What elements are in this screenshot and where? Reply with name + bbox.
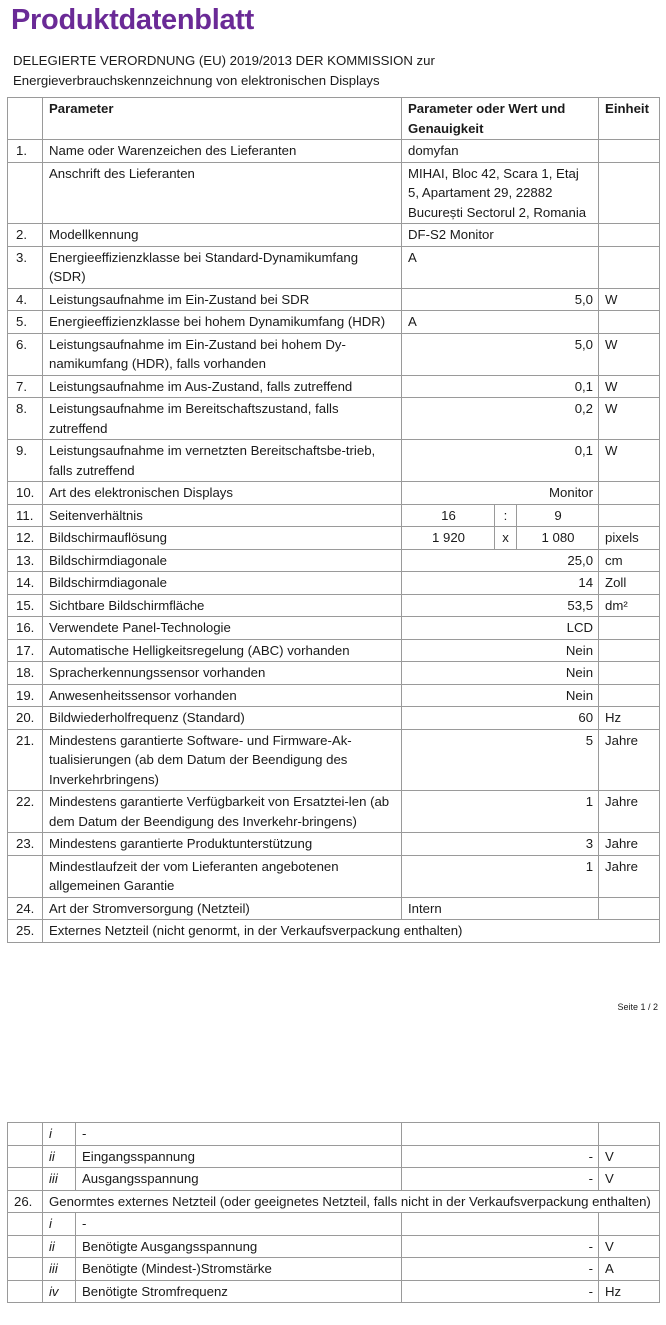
row-number (8, 1235, 43, 1258)
row-parameter: Leistungsaufnahme im vernetzten Bereitschaftsbe-trieb, falls zutreffend (43, 440, 402, 482)
row-unit (599, 1123, 660, 1146)
row-value: 3 (402, 833, 599, 856)
row-number: 18. (8, 662, 43, 685)
row-value: A (402, 311, 599, 334)
table-row (8, 684, 660, 707)
row-value: 5,0 (402, 333, 599, 375)
row-value: 0,1 (402, 440, 599, 482)
row-number: 7. (8, 375, 43, 398)
row-value: 60 (402, 707, 599, 730)
row-number: 21. (8, 729, 43, 791)
sub-row (8, 1258, 660, 1281)
row-roman: iii (43, 1168, 76, 1191)
table-row (8, 246, 660, 288)
row-value: 0,2 (402, 398, 599, 440)
subtitle-line: Energieverbrauchskennzeichnung von elektronischen Displays (13, 73, 380, 88)
row-number: 23. (8, 833, 43, 856)
row-value-separator: x (495, 527, 517, 550)
row-unit: Zoll (599, 572, 660, 595)
row-parameter: - (76, 1213, 402, 1236)
row-number: 2. (8, 224, 43, 247)
row-parameter: Leistungsaufnahme im Aus-Zustand, falls zutreffend (43, 375, 402, 398)
row-unit (599, 140, 660, 163)
row-value: Nein (402, 662, 599, 685)
row-number: 22. (8, 791, 43, 833)
row-unit: dm² (599, 594, 660, 617)
table-row (8, 375, 660, 398)
table-row (8, 833, 660, 856)
table-row (8, 549, 660, 572)
table-row (8, 855, 660, 897)
sub-row (8, 1168, 660, 1191)
row-roman: iv (43, 1280, 76, 1303)
table-row (8, 504, 660, 527)
row-unit (599, 224, 660, 247)
row-parameter: Benötigte (Mindest-)Stromstärke (76, 1258, 402, 1281)
row-unit: W (599, 288, 660, 311)
row-value: 1 (402, 855, 599, 897)
row-unit (599, 1213, 660, 1236)
row-unit (599, 662, 660, 685)
sub-row (8, 1280, 660, 1303)
row-number: 5. (8, 311, 43, 334)
row-unit: Jahre (599, 791, 660, 833)
row-parameter: Ausgangsspannung (76, 1168, 402, 1191)
row-parameter: Mindestlaufzeit der vom Lieferanten angebotenen allgemeinen Garantie (43, 855, 402, 897)
table-row (8, 791, 660, 833)
row-value: A (402, 246, 599, 288)
row-value: 0,1 (402, 375, 599, 398)
row-unit: Hz (599, 1280, 660, 1303)
row-value-b: 9 (517, 504, 599, 527)
sub-row (8, 1213, 660, 1236)
row-number (8, 1213, 43, 1236)
row-parameter: Leistungsaufnahme im Bereitschaftszustand, falls zutreffend (43, 398, 402, 440)
row-number: 6. (8, 333, 43, 375)
table-row (8, 920, 660, 943)
row-parameter: Modellkennung (43, 224, 402, 247)
row-number: 26. (8, 1190, 43, 1213)
row-number: 9. (8, 440, 43, 482)
sub-row (8, 1235, 660, 1258)
row-number (8, 1168, 43, 1191)
row-parameter: Mindestens garantierte Verfügbarkeit von Ersatztei-len (ab dem Datum der Beendigung des Inverkehr-bringens) (43, 791, 402, 833)
table-row (8, 572, 660, 595)
row-unit: Jahre (599, 855, 660, 897)
row-roman: iii (43, 1258, 76, 1281)
row-number: 17. (8, 639, 43, 662)
table-row (8, 639, 660, 662)
row-value: - (402, 1280, 599, 1303)
table-row (8, 140, 660, 163)
table-row (8, 897, 660, 920)
row-parameter: Sichtbare Bildschirmfläche (43, 594, 402, 617)
row-unit (599, 311, 660, 334)
row-unit: cm (599, 549, 660, 572)
row-parameter: Leistungsaufnahme im Ein-Zustand bei hohem Dy-namikumfang (HDR), falls vorhanden (43, 333, 402, 375)
table-row (8, 482, 660, 505)
header-unit: Einheit (599, 98, 660, 140)
row-parameter: Bildschirmdiagonale (43, 549, 402, 572)
header-num (8, 98, 43, 140)
row-unit: W (599, 440, 660, 482)
row-number (8, 1280, 43, 1303)
product-data-table (7, 97, 660, 943)
table-row (8, 288, 660, 311)
row-unit: V (599, 1235, 660, 1258)
row-parameter: Energieeffizienzklasse bei Standard-Dynamikumfang (SDR) (43, 246, 402, 288)
row-value (402, 1123, 599, 1146)
row-value: 1 (402, 791, 599, 833)
row-number: 1. (8, 140, 43, 163)
row-parameter: Benötigte Stromfrequenz (76, 1280, 402, 1303)
row-value: - (402, 1145, 599, 1168)
row-number: 15. (8, 594, 43, 617)
row-number (8, 855, 43, 897)
row-value: Nein (402, 684, 599, 707)
row-value: LCD (402, 617, 599, 640)
row-number (8, 1123, 43, 1146)
row-number: 19. (8, 684, 43, 707)
row-unit: Jahre (599, 833, 660, 856)
row-value: Intern (402, 897, 599, 920)
row-roman: i (43, 1123, 76, 1146)
row-parameter: Art des elektronischen Displays (43, 482, 402, 505)
table-row (8, 617, 660, 640)
page-number: Seite 1 / 2 (617, 1002, 658, 1012)
row-parameter: Anwesenheitssensor vorhanden (43, 684, 402, 707)
row-number (8, 1258, 43, 1281)
sub-row (8, 1123, 660, 1146)
row-unit: V (599, 1145, 660, 1168)
row-unit: Jahre (599, 729, 660, 791)
row-number: 14. (8, 572, 43, 595)
row-parameter: Automatische Helligkeitsregelung (ABC) vorhanden (43, 639, 402, 662)
row-roman: ii (43, 1235, 76, 1258)
subtitle (13, 51, 435, 91)
row-roman: ii (43, 1145, 76, 1168)
row-value: - (402, 1168, 599, 1191)
row-parameter: Benötigte Ausgangsspannung (76, 1235, 402, 1258)
row-value-a: 1 920 (402, 527, 495, 550)
subtitle-line: DELEGIERTE VERORDNUNG (EU) 2019/2013 DER KOMMISSION zur (13, 53, 435, 68)
row-number: 11. (8, 504, 43, 527)
row-parameter: Name oder Warenzeichen des Lieferanten (43, 140, 402, 163)
table-row (8, 707, 660, 730)
row-parameter: Leistungsaufnahme im Ein-Zustand bei SDR (43, 288, 402, 311)
table-row (8, 729, 660, 791)
row-parameter: Bildschirmdiagonale (43, 572, 402, 595)
row-parameter: Genormtes externes Netzteil (oder geeignetes Netzteil, falls nicht in der Verkaufsverpackung enthalten) (43, 1190, 660, 1213)
table-row (8, 440, 660, 482)
row-value: domyfan (402, 140, 599, 163)
row-value: 14 (402, 572, 599, 595)
page-title: Produktdatenblatt (11, 4, 255, 36)
row-unit: pixels (599, 527, 660, 550)
header-value: Parameter oder Wert und Genauigkeit (402, 98, 599, 140)
row-value (402, 1213, 599, 1236)
row-value: 53,5 (402, 594, 599, 617)
table-row (8, 662, 660, 685)
row-number: 4. (8, 288, 43, 311)
row-value: 25,0 (402, 549, 599, 572)
row-unit: W (599, 375, 660, 398)
row-parameter: Bildschirmauflösung (43, 527, 402, 550)
table-row (8, 527, 660, 550)
row-value: 5 (402, 729, 599, 791)
table-row (8, 333, 660, 375)
row-value-a: 16 (402, 504, 495, 527)
row-number: 20. (8, 707, 43, 730)
row-unit (599, 617, 660, 640)
row-value: Nein (402, 639, 599, 662)
row-parameter: Mindestens garantierte Software- und Firmware-Ak-tualisierungen (ab dem Datum der Beendigung des Inverkehrbringens) (43, 729, 402, 791)
row-parameter: Eingangsspannung (76, 1145, 402, 1168)
row-number: 10. (8, 482, 43, 505)
row-number: 12. (8, 527, 43, 550)
row-number (8, 1145, 43, 1168)
row-unit: V (599, 1168, 660, 1191)
row-unit (599, 897, 660, 920)
row-unit (599, 482, 660, 505)
row-unit (599, 639, 660, 662)
row-value: MIHAI, Bloc 42, Scara 1, Etaj 5, Apartament 29, 22882 București Sectorul 2, Romania (402, 162, 599, 224)
row-parameter: Energieeffizienzklasse bei hohem Dynamikumfang (HDR) (43, 311, 402, 334)
sub-row (8, 1145, 660, 1168)
table-row (8, 311, 660, 334)
row-parameter: Verwendete Panel-Technologie (43, 617, 402, 640)
row-parameter: - (76, 1123, 402, 1146)
row-number: 24. (8, 897, 43, 920)
row-value: 5,0 (402, 288, 599, 311)
row-number: 3. (8, 246, 43, 288)
table-row (8, 224, 660, 247)
row-unit: W (599, 333, 660, 375)
row-parameter: Bildwiederholfrequenz (Standard) (43, 707, 402, 730)
row-number: 13. (8, 549, 43, 572)
table-row (8, 594, 660, 617)
row-parameter: Externes Netzteil (nicht genormt, in der Verkaufsverpackung enthalten) (43, 920, 660, 943)
row-unit (599, 162, 660, 224)
row-number (8, 162, 43, 224)
row-number: 8. (8, 398, 43, 440)
row-number: 25. (8, 920, 43, 943)
row-number: 16. (8, 617, 43, 640)
product-data-table-page2 (7, 1122, 660, 1303)
row-parameter: Mindestens garantierte Produktunterstützung (43, 833, 402, 856)
row-unit: A (599, 1258, 660, 1281)
row-parameter: Spracherkennungssensor vorhanden (43, 662, 402, 685)
row-parameter: Seitenverhältnis (43, 504, 402, 527)
row-value: - (402, 1258, 599, 1281)
table-row (8, 162, 660, 224)
row-unit (599, 504, 660, 527)
row-value: Monitor (402, 482, 599, 505)
row-value-b: 1 080 (517, 527, 599, 550)
row-value-separator: : (495, 504, 517, 527)
row-parameter: Art der Stromversorgung (Netzteil) (43, 897, 402, 920)
table-row (8, 1190, 660, 1213)
row-unit (599, 246, 660, 288)
row-unit (599, 684, 660, 707)
table-row (8, 398, 660, 440)
row-roman: i (43, 1213, 76, 1236)
row-unit: W (599, 398, 660, 440)
header-parameter: Parameter (43, 98, 402, 140)
table-header-row (8, 98, 660, 140)
row-parameter: Anschrift des Lieferanten (43, 162, 402, 224)
row-value: - (402, 1235, 599, 1258)
row-unit: Hz (599, 707, 660, 730)
row-value: DF-S2 Monitor (402, 224, 599, 247)
